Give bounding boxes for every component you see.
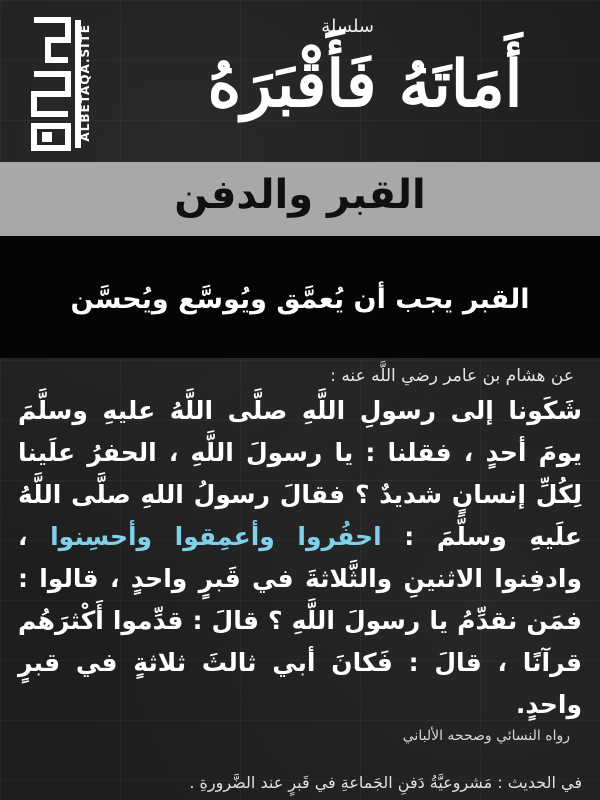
subtitle-section [0,236,600,358]
hadith-content [18,366,582,744]
subtitle: القبر يجب أن يُعمَّق ويُوسَّع ويُحسَّن [70,284,530,315]
hadith-text [18,390,582,726]
header [0,0,600,160]
hadith-text-part1: شَكَونا إلى رسولِ اللَّهِ صلَّى اللَّهُ عليهِ وسلَّمَ يومَ أحدٍ ، فقلنا : يا رسولَ اللَّهِ ، الحفرُ علَينا لِكُلِّ إنسانٍ شديدٌ ؟ فقالَ رسولُ اللهِ صلَّى اللَّهُ علَيهِ وسلَّمَ : [18,396,582,551]
topic-title: القبر والدفن [174,172,426,218]
hadith-text-part2: ، وادفِنوا الاثنينِ والثَّلاثةَ في قَبرٍ واحدٍ ، قالوا : فمَن نقدِّمُ يا رسولَ اللَّهِ ؟ قالَ : قدِّموا أَكْثرَهُم قرآنًا ، قالَ : فَكانَ أبي ثالثَ ثلاثةٍ في قبرٍ واحدٍ. [18,522,582,719]
hadith-highlight: احفُروا وأعمِقوا وأحسِنوا [50,522,382,551]
narration-source: رواه النسائي وصححه الألباني [402,728,570,744]
footer-note: في الحديث : مَشروعيَّةُ دَفنِ الجَماعةِ في قَبرٍ عند الضَّرورةِ . [189,773,582,792]
series-title: أَمَاتَهُ فَأَقْبَرَهُ [207,47,523,122]
series-label: سلسلة [321,16,374,37]
logo-site-text: ALBETAQA.SITE [78,24,92,142]
hadith-intro: عن هشام بن عامر رضي اللَّه عنه : [330,366,574,386]
